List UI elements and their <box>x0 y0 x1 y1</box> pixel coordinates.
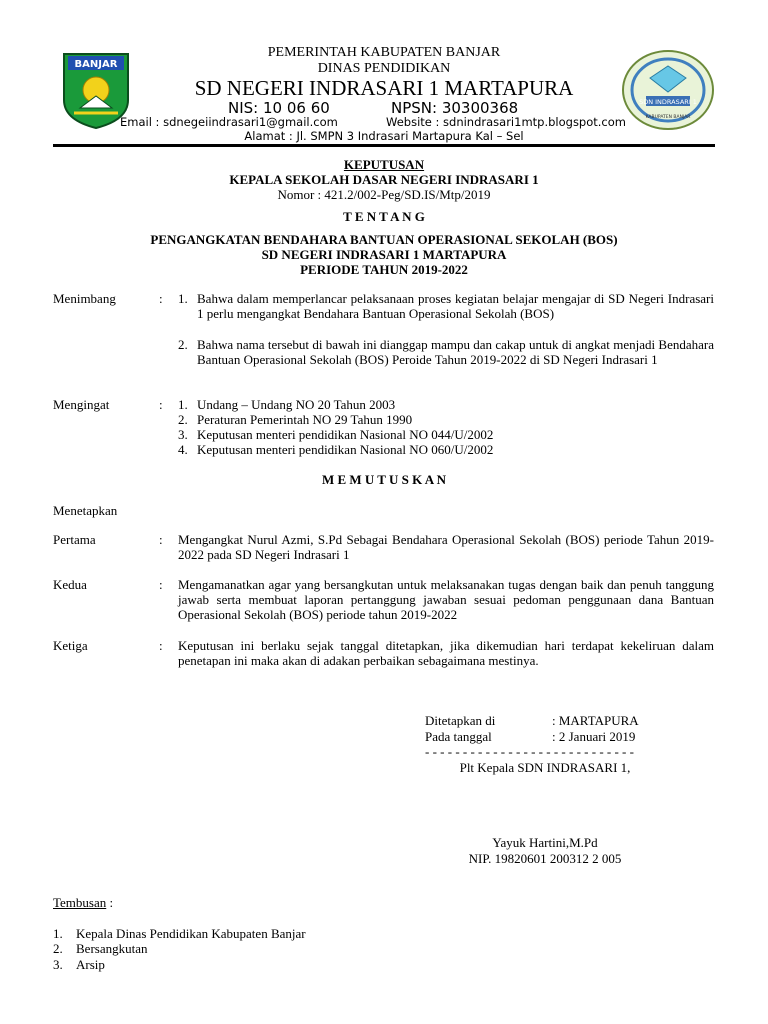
ketiga-text: Keputusan ini berlaku sejak tanggal ditetapkan, jika dikemudian hari terdapat kekeliruan dalam penetapan ini maka akan di adakan perbaikan sebagaimana mestinya. <box>178 638 714 668</box>
ketiga-label: Ketiga <box>53 638 88 653</box>
list-item-number: 1. <box>178 291 188 306</box>
tentang-heading: T E N T A N G <box>343 209 425 224</box>
school-name: SD NEGERI INDRASARI 1 MARTAPURA <box>194 76 574 100</box>
pertama-label: Pertama <box>53 532 96 547</box>
list-item: Bersangkutan <box>76 941 148 956</box>
list-item-number: 4. <box>178 442 188 457</box>
school-email: Email : sdnegeiindrasari1@gmail.com <box>120 115 338 129</box>
letterhead-divider <box>53 144 715 147</box>
signature-divider: - - - - - - - - - - - - - - - - - - - - - - - - - - - - <box>425 744 634 759</box>
govt-name: PEMERINTAH KABUPATEN BANJAR <box>267 45 501 60</box>
list-item: Bahwa nama tersebut di bawah ini dianggap mampu dan cakap untuk di angkat menjadi Bendahara Bantuan Operasional Sekolah (BOS) Peroide Tahun 2019-2022 di SD Negeri Indrasari 1 <box>197 337 714 367</box>
tanggal-value: : 2 Januari 2019 <box>552 729 636 744</box>
list-item: Keputusan menteri pendidikan Nasional NO 060/U/2002 <box>197 442 494 457</box>
decree-heading: KEPUTUSAN <box>343 157 425 172</box>
list-item: Kepala Dinas Pendidikan Kabupaten Banjar <box>76 926 306 941</box>
pertama-text: Mengangkat Nurul Azmi, S.Pd Sebagai Bendahara Operasional Sekolah (BOS) periode Tahun 2019-2022 pada SD Negeri Indrasari 1 <box>178 532 714 562</box>
list-item-number: 1. <box>178 397 188 412</box>
subject-line-2: SD NEGERI INDRASARI 1 MARTAPURA <box>261 247 507 262</box>
signatory-name: Yayuk Hartini,M.Pd <box>492 835 598 850</box>
list-item-number: 3. <box>178 427 188 442</box>
decree-issuer: KEPALA SEKOLAH DASAR NEGERI INDRASARI 1 <box>229 172 539 187</box>
list-item: Undang – Undang NO 20 Tahun 2003 <box>197 397 396 412</box>
npsn: NPSN: 30300368 <box>391 99 519 117</box>
signatory-position: Plt Kepala SDN INDRASARI 1, <box>459 760 631 775</box>
list-item-number: 2. <box>178 412 188 427</box>
menimbang-label: Menimbang <box>53 291 116 306</box>
kedua-text: Mengamanatkan agar yang bersangkutan untuk melaksanakan tugas dengan baik dan penuh tanggung jawab serta membuat laporan pertanggung jawaban sesuai pedoman penggunaan dana Bantuan Operasional Sekolah (BOS) periode tahun 2019-2022 <box>178 577 714 622</box>
school-address: Alamat : Jl. SMPN 3 Indrasari Martapura Kal – Sel <box>244 129 524 143</box>
subject-line-1: PENGANGKATAN BENDAHARA BANTUAN OPERASIONAL SEKOLAH (BOS) <box>150 232 618 247</box>
kedua-label: Kedua <box>53 577 87 592</box>
pertama-colon: : <box>159 532 163 547</box>
kedua-colon: : <box>159 577 163 592</box>
menimbang-colon: : <box>159 291 163 306</box>
mengingat-label: Mengingat <box>53 397 110 412</box>
subject-line-3: PERIODE TAHUN 2019-2022 <box>300 262 468 277</box>
tembusan-label: Tembusan <box>53 895 107 910</box>
mengingat-colon: : <box>159 397 163 412</box>
ditetapkan-label: Ditetapkan di <box>425 713 496 728</box>
right-logo-text: SDN INDRASARI 1 <box>639 98 697 106</box>
memutuskan-heading: M E M U T U S K A N <box>321 472 447 487</box>
right-logo-subtext: KABUPATEN BANJAR <box>645 115 691 120</box>
list-item-number: 1. <box>53 926 63 941</box>
list-item-number: 2. <box>53 941 63 956</box>
list-item: Bahwa dalam memperlancar pelaksanaan proses kegiatan belajar mengajar di SD Negeri Indrasari 1 perlu mengangkat Bendahara Bantuan Operasional Sekolah (BOS) <box>197 291 714 321</box>
list-item: Arsip <box>76 957 105 972</box>
ditetapkan-value: : MARTAPURA <box>552 713 639 728</box>
list-item: Keputusan menteri pendidikan Nasional NO 044/U/2002 <box>197 427 494 442</box>
tembusan-colon: : <box>106 895 114 910</box>
list-item-number: 3. <box>53 957 63 972</box>
ketiga-colon: : <box>159 638 163 653</box>
list-item: Peraturan Pemerintah NO 29 Tahun 1990 <box>197 412 413 427</box>
dept-name: DINAS PENDIDIKAN <box>317 61 451 76</box>
nis: NIS: 10 06 60 <box>228 99 330 117</box>
menetapkan-label: Menetapkan <box>53 503 118 518</box>
list-item-number: 2. <box>178 337 188 352</box>
school-website: Website : sdnindrasari1mtp.blogspot.com <box>386 115 626 129</box>
tanggal-label: Pada tanggal <box>425 729 492 744</box>
decree-number: Nomor : 421.2/002-Peg/SD.IS/Mtp/2019 <box>277 187 491 202</box>
left-logo-text: BANJAR <box>74 59 118 70</box>
signatory-nip: NIP. 19820601 200312 2 005 <box>468 851 622 866</box>
